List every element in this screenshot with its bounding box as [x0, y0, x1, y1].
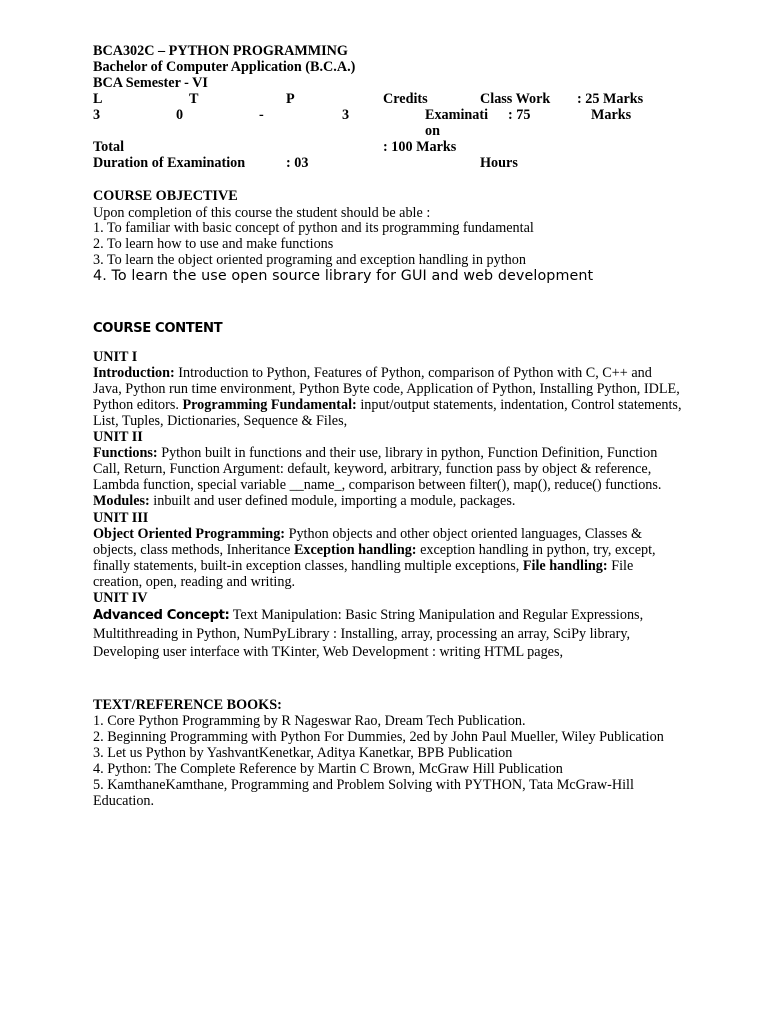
book-item: 2. Beginning Programming with Python For Dummies, 2ed by John Paul Mueller, Wiley Publication: [93, 729, 664, 745]
book-item: 1. Core Python Programming by R Nageswar Rao, Dream Tech Publication.: [93, 713, 526, 729]
unit-title: UNIT III: [93, 510, 149, 526]
unit-title: UNIT II: [93, 429, 143, 445]
topic-text: input/output statements, indentation, Control statements, List, Tuples, Dictionaries, Sequence & Files,: [93, 397, 682, 429]
topic-label: Functions:: [93, 445, 158, 461]
unit-3: [93, 510, 683, 590]
topic-text: File creation, open, reading and writing.: [93, 558, 634, 590]
book-item: 5. KamthaneKamthane, Programming and Problem Solving with PYTHON, Tata McGraw-Hill Education.: [93, 777, 634, 809]
unit-body: [93, 606, 683, 661]
class-work-label: Class Work: [480, 91, 551, 107]
p-label: P: [286, 91, 295, 107]
duration-value: : 03: [286, 155, 309, 171]
credits-value: 3: [342, 107, 350, 123]
t-value: 0: [176, 107, 184, 123]
unit-2: [93, 429, 683, 509]
program-name: Bachelor of Computer Application (B.C.A.): [93, 59, 356, 75]
objective-item: 1. To familiar with basic concept of python and its programming fundamental: [93, 220, 534, 236]
books-section: [93, 697, 683, 809]
topic-label: Programming Fundamental:: [182, 397, 357, 413]
p-value: -: [259, 107, 264, 123]
semester: BCA Semester - VI: [93, 75, 208, 91]
topic-text: exception handling in python, try, except, finally statements, built-in exception classes, handling multiple exceptions,: [93, 542, 656, 574]
unit-body: [93, 526, 683, 590]
topic-label: Introduction:: [93, 365, 175, 381]
content-heading: COURSE CONTENT: [93, 321, 223, 336]
book-item: 4. Python: The Complete Reference by Martin C Brown, McGraw Hill Publication: [93, 761, 563, 777]
class-work-value: : 25 Marks: [577, 91, 644, 107]
unit-4: [93, 590, 683, 661]
course-title: BCA302C – PYTHON PROGRAMMING: [93, 43, 348, 59]
unit-1: [93, 349, 683, 429]
objective-item: 3. To learn the object oriented programing and exception handling in python: [93, 252, 526, 268]
topic-text: Introduction to Python, Features of Python, comparison of Python with C, C++ and Java, Python run time environment, Python Byte code, Application of Python, Installing Python, IDLE, Python editors.: [93, 365, 680, 413]
objective-item: 4. To learn the use open source library for GUI and web development: [93, 268, 594, 284]
topic-text: Python built in functions and their use, library in python, Function Definition, Function Call, Return, Function Argument: default, keyword, arbitrary, function pass by object & reference, Lambda function, special variable __name_, comparison between filter(), map(), reduce() functions.: [93, 445, 662, 493]
total-value: : 100 Marks: [383, 139, 457, 155]
credits-label: Credits: [383, 91, 428, 107]
l-label: L: [93, 91, 103, 107]
topic-label: Modules:: [93, 493, 150, 509]
topic-label: Exception handling:: [293, 542, 417, 558]
objective-item: 2. To learn how to use and make functions: [93, 236, 334, 252]
topic-label: Object Oriented Programming:: [93, 526, 286, 542]
book-item: 3. Let us Python by YashvantKenetkar, Aditya Kanetkar, BPB Publication: [93, 745, 513, 761]
exam-value: : 75: [508, 107, 531, 123]
topic-label: Advanced Concept:: [93, 608, 230, 623]
unit-title: UNIT IV: [93, 590, 148, 606]
l-value: 3: [93, 107, 101, 123]
exam-label-cont: on: [425, 123, 440, 139]
total-label: Total: [93, 139, 125, 155]
objective-heading: COURSE OBJECTIVE: [93, 188, 238, 204]
topic-text: Text Manipulation: Basic String Manipulation and Regular Expressions, Multithreading in Python, NumPyLibrary : Installing, array, processing an array, SciPy library, Developing user interface with TKinter, Web Development : writing HTML pages,: [93, 607, 644, 660]
books-heading: TEXT/REFERENCE BOOKS:: [93, 697, 282, 713]
unit-body: [93, 445, 683, 509]
topic-text: Python objects and other object oriented languages, Classes & objects, class methods, Inheritance: [93, 526, 642, 558]
unit-body: [93, 365, 683, 429]
objective-intro: Upon completion of this course the student should be able :: [93, 205, 431, 221]
topic-label: File handling:: [522, 558, 608, 574]
duration-label: Duration of Examination: [93, 155, 246, 171]
unit-title: UNIT I: [93, 349, 138, 365]
duration-unit: Hours: [480, 155, 518, 171]
exam-label: Examinati: [425, 107, 489, 123]
t-label: T: [189, 91, 199, 107]
exam-unit: Marks: [591, 107, 632, 123]
topic-text: inbuilt and user defined module, importing a module, packages.: [149, 493, 516, 509]
